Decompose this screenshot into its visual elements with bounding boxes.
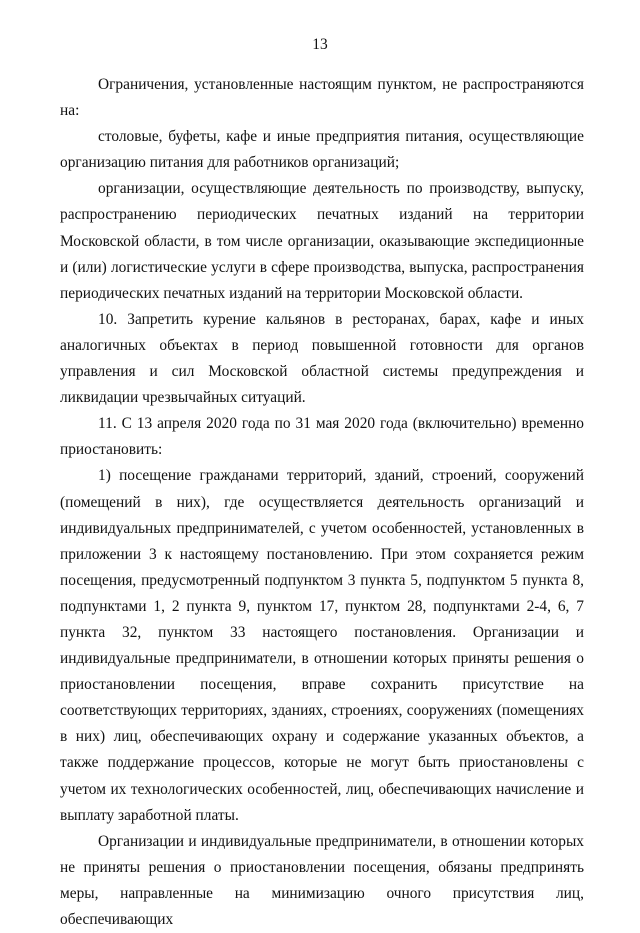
paragraph-print-media: организации, осуществляющие деятельность по производству, выпуску, распространению периодических печатных изданий на территории Московской области, в том числе организации, оказывающие экспедиционные и (или) логистические услуги в сфере производства, выпуска, распространения периодических печатных изданий на территории Московской области. <box>60 180 584 302</box>
paragraph-organizations: Организации и индивидуальные предприниматели, в отношении которых не приняты решения о приостановлении посещения, обязаны предпринять меры, направленные на минимизацию очного присутствия лиц, обеспечивающих <box>60 832 584 928</box>
paragraph-canteens: столовые, буфеты, кафе и иные предприятия питания, осуществляющие организацию питания для работников организаций; <box>60 128 584 172</box>
page-number: 13 <box>312 36 328 53</box>
paragraph-exemptions-intro: Ограничения, установленные настоящим пунктом, не распространяются на: <box>60 76 584 120</box>
paragraph-subitem-1: 1) посещение гражданами территорий, зданий, строений, сооружений (помещений в них), где осуществляется деятельность организаций и индивидуальных предпринимателей, с учетом особенностей, установленных в приложении 3 к настоящему постановлению. При этом сохраняется режим посещения, предусмотренный подпунктом 3 пункта 5, подпунктом 5 пункта 8, подпунктами 1, 2 пункта 9, пунктом 17, пунктом 28, подпунктами 2-4, 6, 7 пункта 32, пунктом 33 настоящего постановления. Организации и индивидуальные предприниматели, в отношении которых приняты решения о приостановлении посещения, вправе сохранить присутствие на соответствующих территориях, зданиях, строениях, сооружениях (помещениях в них) лиц, обеспечивающих охрану и содержание указанных объектов, а также поддержание процессов, которые не могут быть приостановлены с учетом их технологических особенностей, лиц, обеспечивающих начисление и выплату заработной платы. <box>60 467 584 824</box>
paragraph-item-10: 10. Запретить курение кальянов в ресторанах, барах, кафе и иных аналогичных объектах в период повышенной готовности для органов управления и сил Московской областной системы предупреждения и ликвидации чрезвычайных ситуаций. <box>60 310 584 407</box>
paragraph-item-11: 11. С 13 апреля 2020 года по 31 мая 2020 года (включительно) временно приостановить: <box>60 415 584 459</box>
document-body <box>60 72 584 933</box>
